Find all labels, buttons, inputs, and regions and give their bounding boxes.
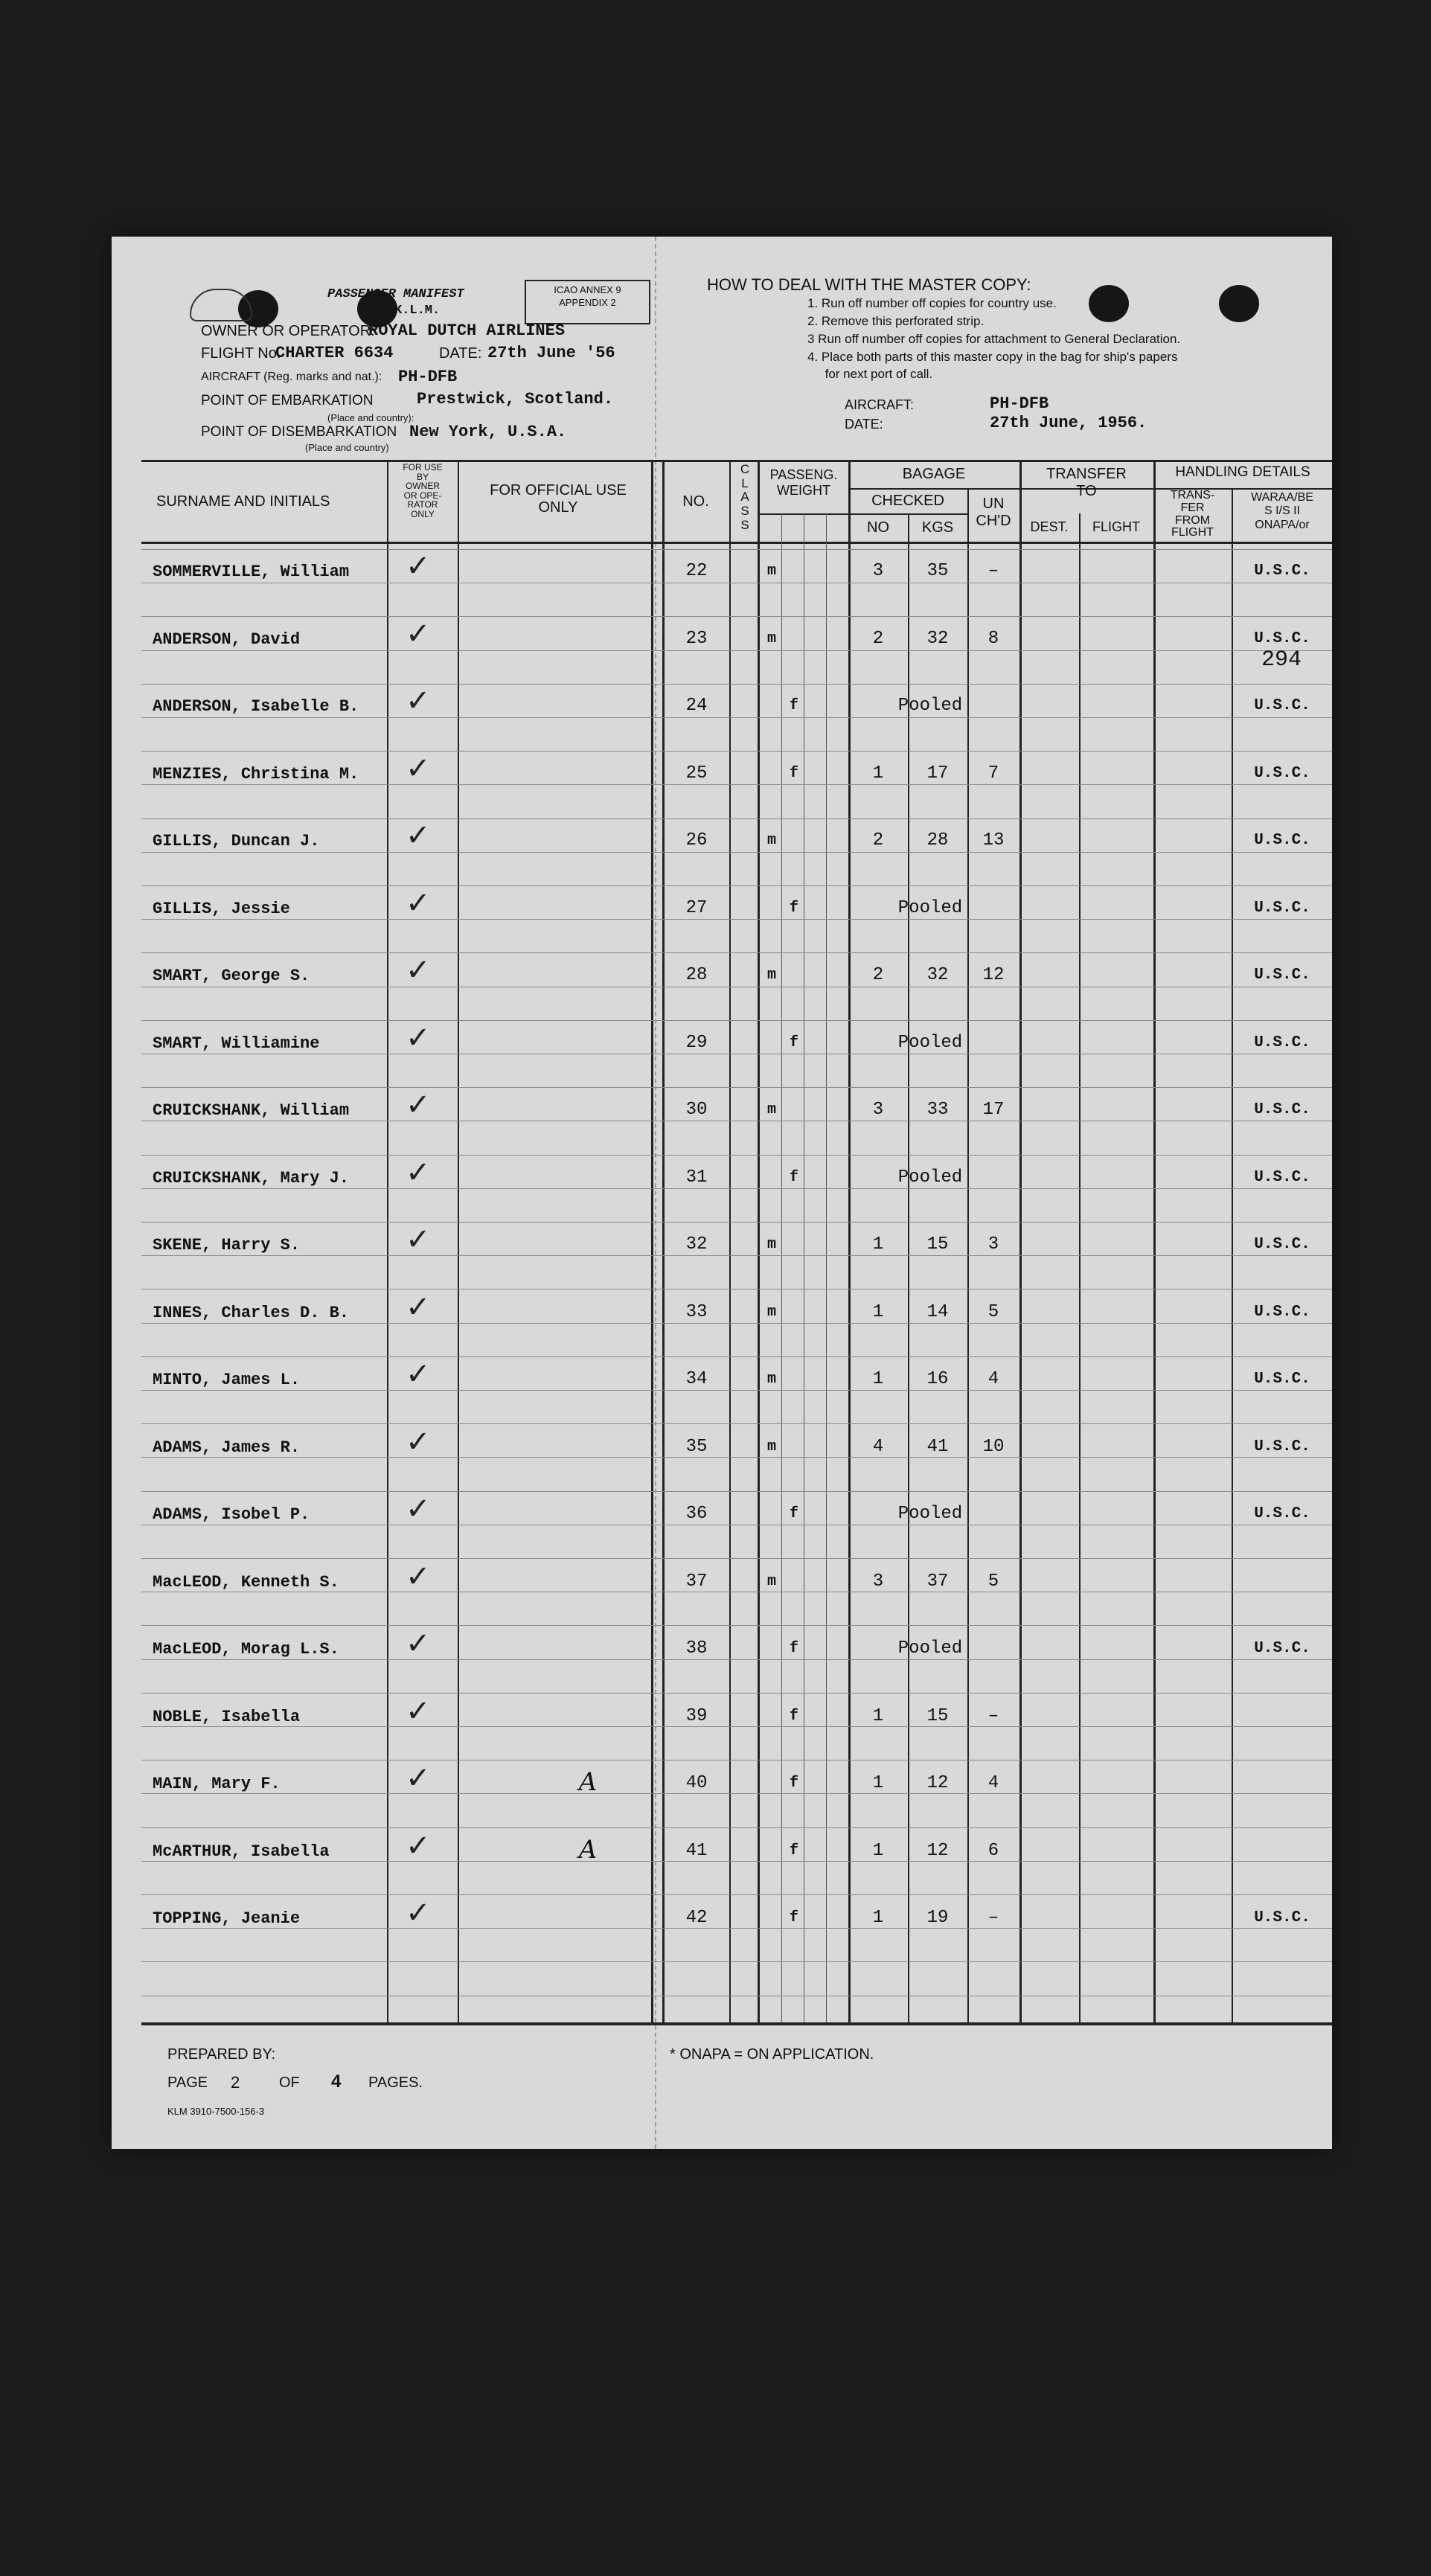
col-handling: HANDLING DETAILS (1175, 464, 1310, 480)
passenger-name: ANDERSON, David (153, 629, 301, 649)
passenger-number: 34 (685, 1369, 708, 1389)
check-mark-icon: ✓ (406, 1155, 431, 1190)
check-mark-icon: ✓ (406, 1020, 431, 1055)
row-rule (141, 549, 1332, 550)
passenger-name: SOMMERVILLE, William (153, 563, 350, 581)
col-divider (729, 460, 731, 2022)
official-mark: A (578, 1834, 598, 1865)
check-mark-icon: ✓ (406, 885, 431, 920)
official-mark: A (578, 1767, 598, 1797)
check-mark-icon: ✓ (406, 1424, 431, 1459)
bagage-count: 3 (872, 561, 884, 581)
prepared-by: PREPARED BY: (167, 2046, 276, 2063)
passenger-name: INNES, Charles D. B. (153, 1303, 350, 1322)
row-rule (141, 751, 1332, 752)
bagage-unchd: 17 (982, 1100, 1005, 1120)
check-mark-icon: ✓ (406, 751, 431, 786)
passenger-name: MINTO, James L. (153, 1371, 301, 1389)
icao-box: ICAO ANNEX 9 APPENDIX 2 (525, 280, 650, 324)
col-divider (758, 460, 760, 2022)
check-mark-icon: ✓ (406, 1896, 431, 1930)
row-rule (141, 885, 1332, 886)
place-country-note-2: (Place and country) (305, 442, 389, 453)
instr-date-label: DATE: (845, 417, 883, 432)
bagage-kgs: 12 (926, 1840, 949, 1861)
col-bagage: BAGAGE (902, 466, 966, 482)
passenger-number: 37 (685, 1571, 708, 1592)
row-rule (141, 1155, 1332, 1156)
bagage-count: 2 (872, 628, 884, 649)
bagage-count: 1 (872, 1840, 884, 1861)
row-rule (141, 1390, 1332, 1391)
handling-code: U.S.C. (1254, 1236, 1310, 1253)
check-mark-icon: ✓ (406, 1559, 431, 1594)
passenger-sex: f (789, 1775, 798, 1792)
row-rule (141, 784, 1332, 785)
check-mark-icon: ✓ (406, 1694, 431, 1728)
row-rule (141, 1659, 1332, 1660)
flight-label: FLIGHT No. (201, 345, 281, 362)
handling-code: U.S.C. (1254, 1101, 1310, 1118)
bagage-kgs: 32 (926, 628, 949, 649)
bagage-kgs: 37 (926, 1571, 949, 1592)
punch-hole (1089, 285, 1129, 322)
col-divider (387, 460, 388, 2022)
pages-label: PAGES. (368, 2074, 423, 2091)
row-rule (141, 1693, 1332, 1694)
col-checked-no: NO (867, 519, 889, 536)
col-waraa: WARAA/BE S I/S II ONAPA/or (1251, 491, 1313, 531)
flight-value: CHARTER 6634 (275, 344, 394, 362)
bagage-unchd: – (987, 1908, 999, 1928)
row-rule (141, 1188, 1332, 1189)
table-bottom-rule (141, 2022, 1332, 2025)
passenger-sex: m (766, 1371, 776, 1388)
bagage-kgs: 19 (926, 1908, 949, 1928)
col-owner-use: FOR USE BY OWNER OR OPE- RATOR ONLY (403, 462, 443, 519)
passenger-name: McARTHUR, Isabella (153, 1842, 330, 1861)
bagage-pooled: Pooled (897, 1638, 963, 1659)
col-surname: SURNAME AND INITIALS (156, 493, 330, 510)
punch-hole (1219, 285, 1259, 322)
bagage-unchd: 5 (987, 1301, 999, 1322)
bagage-pooled: Pooled (897, 1504, 963, 1524)
row-rule (141, 1793, 1332, 1794)
col-flight: FLIGHT (1092, 519, 1140, 534)
bagage-count: 1 (872, 1301, 884, 1322)
instruction-5: for next port of call. (807, 367, 933, 381)
check-mark-icon: ✓ (406, 1828, 431, 1863)
bagage-count: 1 (872, 1369, 884, 1389)
passenger-number: 32 (685, 1234, 708, 1255)
handling-code: U.S.C. (1254, 764, 1310, 782)
row-rule (141, 1323, 1332, 1324)
passenger-number: 42 (685, 1908, 708, 1928)
passenger-sex: m (766, 629, 776, 647)
passenger-sex: m (766, 967, 776, 984)
check-mark-icon: ✓ (406, 953, 431, 987)
passenger-number: 26 (685, 830, 708, 850)
handling-code: U.S.C. (1254, 1640, 1310, 1657)
row-rule (141, 1222, 1332, 1223)
passenger-name: SKENE, Harry S. (153, 1236, 301, 1255)
bagage-unchd: 8 (987, 628, 999, 649)
passenger-name: ADAMS, Isobel P. (153, 1505, 310, 1524)
row-rule (141, 1087, 1332, 1088)
bagage-unchd: 7 (987, 763, 999, 784)
row-rule (141, 1726, 1332, 1727)
bagage-kgs: 17 (926, 763, 949, 784)
bagage-unchd: – (987, 561, 999, 581)
page-number: 2 (231, 2073, 240, 2092)
passenger-sex: f (789, 1707, 798, 1725)
handling-code: U.S.C. (1254, 563, 1310, 580)
perforation-line (655, 237, 656, 2149)
row-rule (141, 1423, 1332, 1424)
row-rule (141, 1558, 1332, 1559)
handling-code: U.S.C. (1254, 697, 1310, 714)
handling-code: U.S.C. (1254, 1371, 1310, 1388)
bagage-count: 1 (872, 1908, 884, 1928)
passenger-name: NOBLE, Isabella (153, 1707, 301, 1726)
embark-label: POINT OF EMBARKATION (201, 393, 374, 408)
passenger-number: 23 (685, 628, 708, 649)
date-value: 27th June '56 (487, 344, 615, 362)
bagage-unchd: 12 (982, 965, 1005, 985)
passenger-sex: f (789, 1909, 798, 1926)
instr-date-value: 27th June, 1956. (990, 414, 1147, 432)
row-rule (141, 684, 1332, 685)
row-rule (141, 1457, 1332, 1458)
row-rule (141, 1356, 1332, 1357)
bagage-count: 1 (872, 1234, 884, 1255)
col-divider (651, 460, 653, 2022)
row-rule (141, 1928, 1332, 1929)
bagage-count: 1 (872, 1705, 884, 1726)
bagage-pooled: Pooled (897, 897, 963, 918)
bagage-unchd: 3 (987, 1234, 999, 1255)
bagage-kgs: 16 (926, 1369, 949, 1389)
bagage-kgs: 15 (926, 1234, 949, 1255)
row-rule (141, 1625, 1332, 1626)
col-official-use: FOR OFFICIAL USE ONLY (490, 482, 627, 516)
row-rule (141, 852, 1332, 853)
manifest-sheet (112, 237, 1332, 2149)
passenger-number: 41 (685, 1840, 708, 1861)
col-transfer-from: TRANS- FER FROM FLIGHT (1170, 489, 1215, 539)
bagage-unchd: 13 (982, 830, 1005, 850)
col-class: C L A S S (740, 462, 750, 532)
col-divider (781, 513, 782, 2022)
passenger-number: 33 (685, 1301, 708, 1322)
row-rule (141, 1827, 1332, 1828)
bagage-kgs: 35 (926, 561, 949, 581)
passenger-number: 40 (685, 1773, 708, 1793)
klm-logo (190, 289, 252, 321)
passenger-number: 22 (685, 561, 708, 581)
check-mark-icon: ✓ (406, 616, 431, 651)
col-transfer-to: TRANSFER TO (1046, 466, 1127, 499)
col-divider (458, 460, 459, 2022)
bagage-unchd: 4 (987, 1369, 999, 1389)
passenger-name: CRUICKSHANK, William (153, 1101, 350, 1120)
passenger-number: 27 (685, 897, 708, 918)
passenger-name: GILLIS, Duncan J. (153, 832, 320, 850)
bagage-pooled: Pooled (897, 1167, 963, 1188)
passenger-sex: f (789, 899, 798, 917)
col-divider (1079, 513, 1081, 2022)
handling-code: U.S.C. (1254, 1909, 1310, 1926)
passenger-number: 30 (685, 1100, 708, 1120)
bagage-count: 3 (872, 1100, 884, 1120)
passenger-sex: f (789, 1168, 798, 1186)
handling-code: U.S.C. (1254, 1505, 1310, 1522)
instructions-title: HOW TO DEAL WITH THE MASTER COPY: (707, 275, 1031, 294)
row-rule (141, 818, 1332, 819)
place-country-note: (Place and country): (327, 412, 414, 423)
passenger-sex: f (789, 1034, 798, 1051)
row-rule (141, 717, 1332, 718)
bagage-kgs: 41 (926, 1436, 949, 1457)
bagage-kgs: 12 (926, 1773, 949, 1793)
disembark-value: New York, U.S.A. (409, 423, 567, 441)
passenger-name: GILLIS, Jessie (153, 899, 290, 918)
passenger-sex: f (789, 1505, 798, 1522)
passenger-sex: m (766, 1572, 776, 1590)
check-mark-icon: ✓ (406, 1357, 431, 1391)
row-rule (141, 1255, 1332, 1256)
passenger-name: ADAMS, James R. (153, 1438, 301, 1457)
row-rule (141, 1020, 1332, 1021)
pages-total: 4 (331, 2072, 342, 2092)
check-mark-icon: ✓ (406, 1761, 431, 1795)
row-rule (141, 919, 1332, 920)
bagage-unchd: – (987, 1705, 999, 1726)
check-mark-icon: ✓ (406, 1289, 431, 1324)
col-no: NO. (682, 493, 709, 510)
manifest-title: PASSENGER MANIFEST (327, 287, 464, 301)
passenger-number: 39 (685, 1705, 708, 1726)
instruction-3: 3 Run off number off copies for attachment to General Declaration. (807, 332, 1181, 346)
passenger-sex: m (766, 563, 776, 580)
bagage-count: 3 (872, 1571, 884, 1592)
bagage-unchd: 6 (987, 1840, 999, 1861)
passenger-sex: m (766, 1438, 776, 1455)
bagage-unchd: 4 (987, 1773, 999, 1793)
row-rule (141, 1961, 1332, 1962)
instruction-2: 2. Remove this perforated strip. (807, 314, 985, 328)
row-rule (141, 1894, 1332, 1895)
handling-code: U.S.C. (1254, 967, 1310, 984)
bagage-kgs: 32 (926, 965, 949, 985)
passenger-name: ANDERSON, Isabelle B. (153, 697, 359, 716)
passenger-name: SMART, Williamine (153, 1034, 320, 1053)
check-mark-icon: ✓ (406, 1492, 431, 1526)
handling-code: U.S.C. (1254, 1303, 1310, 1321)
handling-code: U.S.C. (1254, 1034, 1310, 1051)
passenger-name: MacLEOD, Kenneth S. (153, 1572, 339, 1592)
passenger-name: TOPPING, Jeanie (153, 1909, 301, 1928)
passenger-number: 25 (685, 763, 708, 784)
check-mark-icon: ✓ (406, 818, 431, 853)
instruction-1: 1. Run off number off copies for country use. (807, 296, 1057, 310)
bagage-count: 4 (872, 1436, 884, 1457)
passenger-name: SMART, George S. (153, 967, 310, 985)
passenger-sex: m (766, 832, 776, 849)
row-rule (141, 616, 1332, 617)
passenger-number: 35 (685, 1436, 708, 1457)
aircraft-value: PH-DFB (398, 368, 458, 386)
row-rule (141, 952, 1332, 953)
bagage-count: 1 (872, 1773, 884, 1793)
col-passeng-weight: PASSENG. WEIGHT (769, 467, 838, 498)
handling-code: U.S.C. (1254, 1438, 1310, 1455)
airline-abbrev: K.L.M. (394, 304, 441, 318)
instr-aircraft-value: PH-DFB (990, 394, 1049, 413)
check-mark-icon: ✓ (406, 1088, 431, 1122)
passenger-number: 29 (685, 1032, 708, 1053)
passenger-name: MacLEOD, Morag L.S. (153, 1640, 339, 1659)
owner-value: ROYAL DUTCH AIRLINES (368, 321, 566, 340)
passenger-number: 31 (685, 1167, 708, 1188)
passenger-sex: m (766, 1101, 776, 1118)
passenger-sex: m (766, 1303, 776, 1321)
row-rule (141, 1861, 1332, 1862)
col-unchd: UN CH'D (976, 496, 1011, 529)
col-divider (1019, 460, 1022, 2022)
passenger-name: MAIN, Mary F. (153, 1775, 281, 1793)
passenger-name: MENZIES, Christina M. (153, 764, 359, 784)
passenger-sex: f (789, 764, 798, 782)
col-divider (826, 513, 827, 2022)
passenger-number: 38 (685, 1638, 708, 1659)
col-divider (908, 513, 909, 2022)
passenger-sex: f (789, 1640, 798, 1657)
handling-code: U.S.C. (1254, 899, 1310, 917)
check-mark-icon: ✓ (406, 1223, 431, 1257)
col-checked: CHECKED (871, 493, 944, 509)
col-divider (1153, 460, 1156, 2022)
form-number: KLM 3910-7500-156-3 (167, 2106, 265, 2117)
annotation-294: 294 (1261, 647, 1302, 673)
passenger-number: 28 (685, 965, 708, 985)
bagage-count: 1 (872, 763, 884, 784)
passenger-sex: f (789, 1842, 798, 1859)
bagage-pooled: Pooled (897, 1032, 963, 1053)
bagage-pooled: Pooled (897, 696, 963, 716)
owner-label: OWNER OR OPERATOR: (201, 323, 375, 339)
handling-code: U.S.C. (1254, 832, 1310, 849)
bagage-count: 2 (872, 965, 884, 985)
bagage-kgs: 28 (926, 830, 949, 850)
row-rule (141, 650, 1332, 651)
disembark-label: POINT OF DISEMBARKATION (201, 424, 397, 440)
handling-code: U.S.C. (1254, 1168, 1310, 1186)
bagage-kgs: 33 (926, 1100, 949, 1120)
check-mark-icon: ✓ (406, 549, 431, 583)
passenger-number: 36 (685, 1504, 708, 1524)
col-checked-kgs: KGS (921, 519, 954, 536)
handling-code: U.S.C. (1254, 629, 1310, 647)
row-rule (141, 1491, 1332, 1492)
check-mark-icon: ✓ (406, 1627, 431, 1661)
passenger-sex: m (766, 1236, 776, 1253)
passenger-sex: f (789, 697, 798, 714)
bagage-unchd: 5 (987, 1571, 999, 1592)
bagage-kgs: 15 (926, 1705, 949, 1726)
passenger-number: 24 (685, 696, 708, 716)
bagage-kgs: 14 (926, 1301, 949, 1322)
check-mark-icon: ✓ (406, 684, 431, 718)
bagage-unchd: 10 (982, 1436, 1005, 1457)
passenger-name: CRUICKSHANK, Mary J. (153, 1168, 350, 1188)
of-label: OF (279, 2074, 300, 2091)
embark-value: Prestwick, Scotland. (417, 390, 614, 408)
col-dest: DEST. (1030, 519, 1069, 534)
date-label: DATE: (439, 345, 482, 362)
onapa-note: * ONAPA = ON APPLICATION. (670, 2046, 874, 2063)
instr-aircraft-label: AIRCRAFT: (845, 397, 915, 412)
page-label: PAGE (167, 2074, 208, 2091)
instruction-4: 4. Place both parts of this master copy in the bag for ship's papers (807, 350, 1178, 364)
aircraft-label: AIRCRAFT (Reg. marks and nat.): (201, 371, 382, 383)
bagage-count: 2 (872, 830, 884, 850)
